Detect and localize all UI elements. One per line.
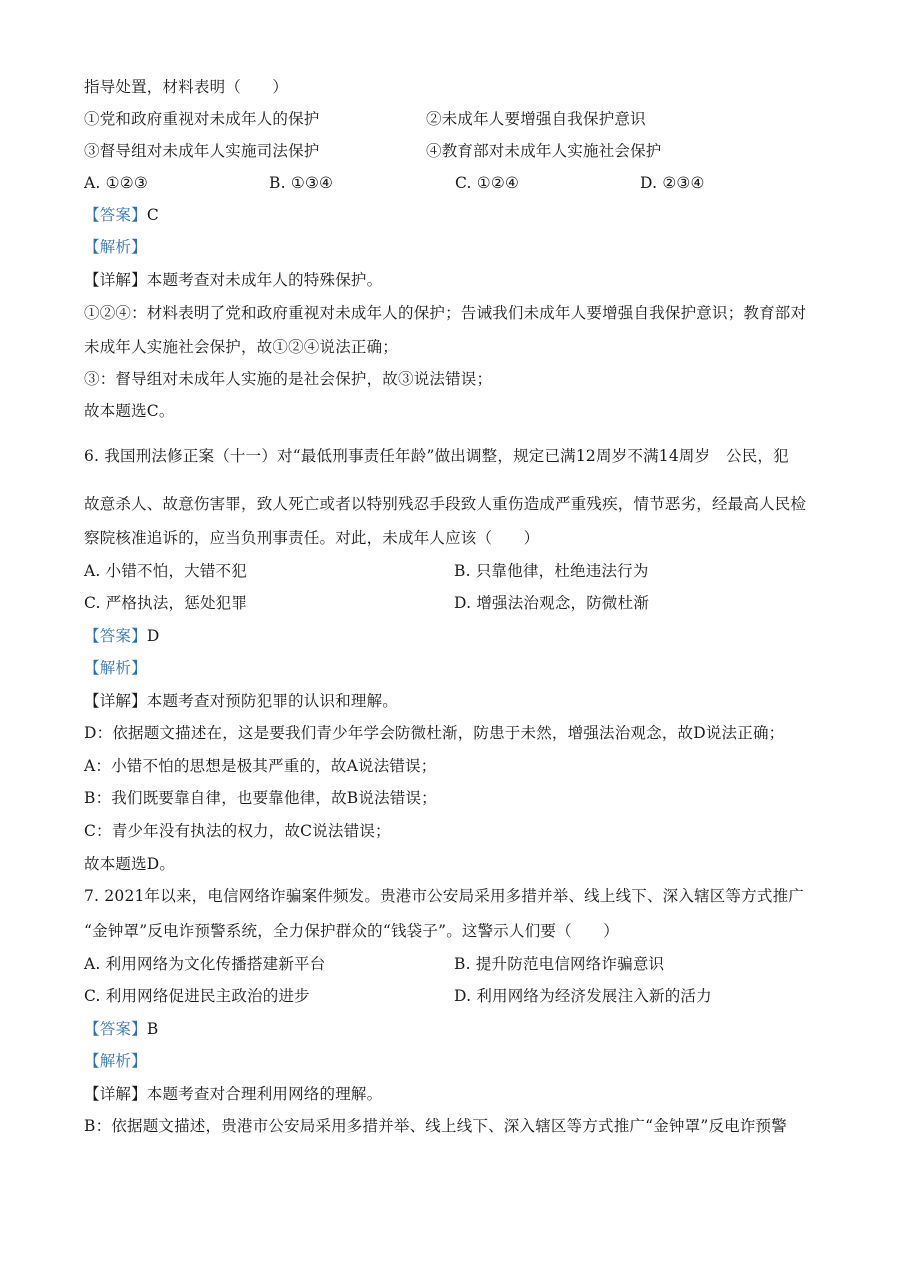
q6-stem-2: 故意杀人、故意伤害罪，致人死亡或者以特别残忍手段致人重伤造成严重残疾，情节恶劣，经最高人民检 (84, 495, 807, 513)
q7-detail-2: B：依据题文描述，贵港市公安局采用多措并举、线上线下、深入辖区等方式推广“金钟罩”反电诈预警 (84, 1117, 787, 1135)
q6-answer-label: 【答案】 (84, 627, 147, 645)
q5-detail-3: 未成年人实施社会保护，故①②④说法正确； (84, 338, 399, 356)
q7-answer-value: B (146, 1020, 159, 1038)
q6-stem-3: 察院核准追诉的，应当负刑事责任。对此，未成年人应该（ ） (84, 529, 540, 547)
q5-answer-label: 【答案】 (84, 206, 147, 224)
q5-option-d: D. ②③④ (640, 174, 705, 192)
q5-detail-1: 【详解】本题考查对未成年人的特殊保护。 (84, 271, 383, 289)
q7-option-c: C. 利用网络促进民主政治的进步 (84, 987, 310, 1005)
q6-detail-1: 【详解】本题考查对预防犯罪的认识和理解。 (84, 692, 399, 710)
q6-option-c: C. 严格执法，惩处犯罪 (84, 594, 248, 612)
q5-statement-4: ④教育部对未成年人实施社会保护 (426, 142, 662, 160)
q7-analysis-label: 【解析】 (84, 1052, 147, 1070)
q6-detail-6: 故本题选D。 (84, 855, 176, 873)
q6-analysis-label: 【解析】 (84, 659, 147, 677)
q7-option-a: A. 利用网络为文化传播搭建新平台 (84, 955, 326, 973)
q6-detail-3: A：小错不怕的思想是极其严重的，故A说法错误； (84, 757, 437, 775)
q7-answer (84, 1019, 824, 1039)
q5-option-c: C. ①②④ (455, 174, 520, 192)
q5-statement-2: ②未成年人要增强自我保护意识 (426, 110, 646, 128)
q5-statement-3: ③督导组对未成年人实施司法保护 (84, 142, 320, 160)
q7-stem-2: “金钟罩”反电诈预警系统，全力保护群众的“钱袋子”。这警示人们要（ ） (84, 922, 619, 940)
q5-analysis-label: 【解析】 (84, 238, 147, 256)
q7-answer-label: 【答案】 (84, 1020, 147, 1038)
q5-answer-value: C (146, 206, 159, 224)
q6-stem-1: 6. 我国刑法修正案（十一）对“最低刑事责任年龄”做出调整，规定已满12周岁不满14周岁 公民，犯 (84, 447, 789, 465)
q7-option-d: D. 利用网络为经济发展注入新的活力 (454, 987, 712, 1005)
q6-answer (84, 626, 824, 646)
q5-detail-5: 故本题选C。 (84, 402, 175, 420)
q6-detail-4: B：我们既要靠自律，也要靠他律，故B说法错误； (84, 789, 437, 807)
q6-option-a: A. 小错不怕，大错不犯 (84, 562, 247, 580)
q6-option-b: B. 只靠他律，杜绝违法行为 (454, 562, 649, 580)
q5-stem-tail: 指导处置，材料表明（ ） (84, 78, 289, 96)
q5-option-a: A. ①②③ (84, 174, 148, 192)
q6-detail-2: D：依据题文描述在，这是要我们青少年学会防微杜渐，防患于未然，增强法治观念，故D说法正确； (84, 724, 785, 742)
q5-statement-1: ①党和政府重视对未成年人的保护 (84, 110, 320, 128)
q5-detail-2: ①②④：材料表明了党和政府重视对未成年人的保护；告诫我们未成年人要增强自我保护意识；教育部对 (84, 304, 807, 322)
q5-detail-4: ③：督导组对未成年人实施的是社会保护，故③说法错误； (84, 370, 493, 388)
q6-option-d: D. 增强法治观念，防微杜渐 (454, 594, 650, 612)
q7-option-b: B. 提升防范电信网络诈骗意识 (454, 955, 665, 973)
q5-answer (84, 205, 824, 225)
q5-option-b: B. ①③④ (269, 174, 334, 192)
q6-answer-value: D (146, 627, 160, 645)
q7-detail-1: 【详解】本题考查对合理利用网络的理解。 (84, 1085, 383, 1103)
q6-detail-5: C：青少年没有执法的权力，故C说法错误； (84, 822, 391, 840)
q7-stem-1: 7. 2021年以来，电信网络诈骗案件频发。贵港市公安局采用多措并举、线上线下、深入辖区等方式推广 (84, 887, 804, 905)
